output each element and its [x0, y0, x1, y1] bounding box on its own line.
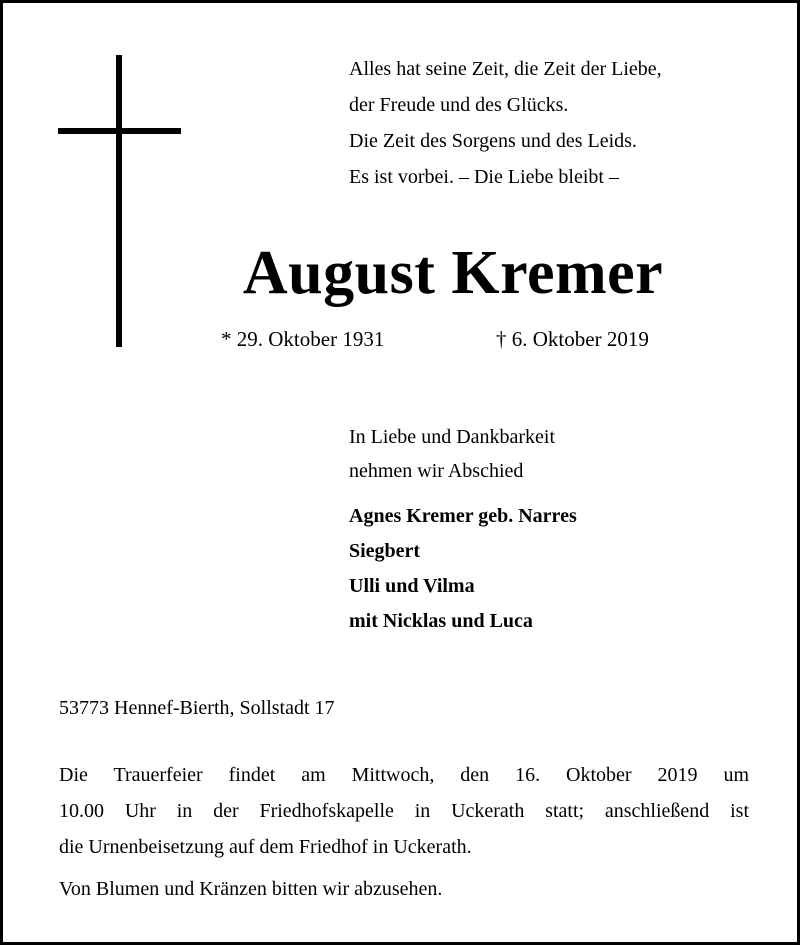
service-line: 10.00 Uhr in der Friedhofskapelle in Uckerath statt; anschließend ist: [59, 800, 749, 822]
flowers-request: Von Blumen und Kränzen bitten wir abzusehen.: [59, 878, 443, 900]
mourner-name: Siegbert: [349, 540, 421, 562]
poem-line: Die Zeit des Sorgens und des Leids.: [349, 130, 637, 152]
mourners-list: [349, 499, 577, 639]
poem-line: der Freude und des Glücks.: [349, 94, 569, 116]
birth-date: * 29. Oktober 1931: [221, 327, 385, 351]
funeral-service-info: [59, 757, 749, 865]
mourner-name: mit Nicklas und Luca: [349, 610, 533, 632]
farewell-text: [349, 420, 555, 488]
service-line: Die Trauerfeier findet am Mittwoch, den 16. Oktober 2019 um: [59, 764, 749, 786]
family-address: 53773 Hennef-Bierth, Sollstadt 17: [59, 697, 335, 719]
mourner-name: Ulli und Vilma: [349, 575, 475, 597]
service-line: die Urnenbeisetzung auf dem Friedhof in Uckerath.: [59, 836, 472, 858]
poem-line: Es ist vorbei. – Die Liebe bleibt –: [349, 166, 619, 188]
poem-verse: [349, 51, 769, 195]
cross-horizontal-bar: [58, 128, 181, 134]
mourner-name: Agnes Kremer geb. Narres: [349, 505, 577, 527]
farewell-line: nehmen wir Abschied: [349, 460, 524, 482]
farewell-line: In Liebe und Dankbarkeit: [349, 426, 556, 448]
poem-line: Alles hat seine Zeit, die Zeit der Liebe,: [349, 58, 662, 80]
death-date: † 6. Oktober 2019: [496, 327, 649, 351]
deceased-name: August Kremer: [242, 239, 664, 307]
